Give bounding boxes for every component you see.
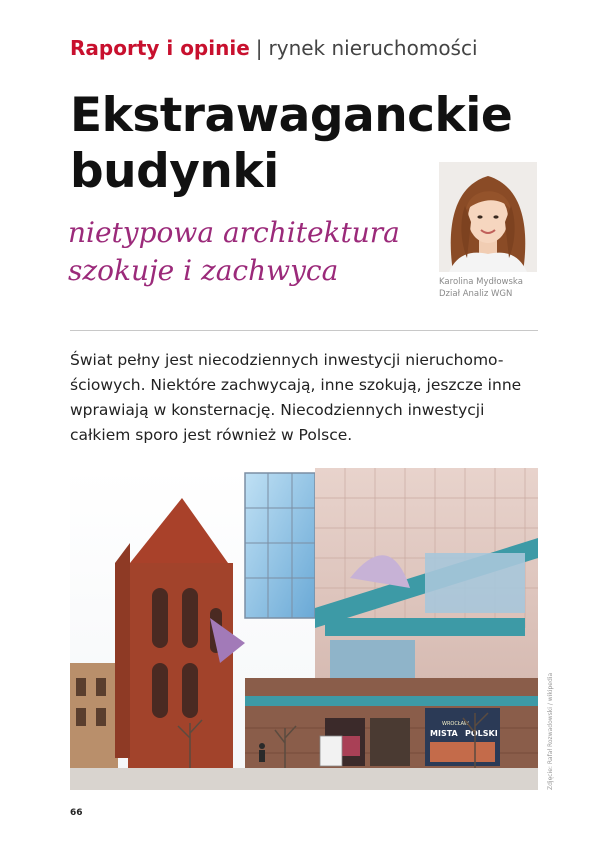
author-name: Karolina Mydłowska (439, 277, 523, 287)
article-subtitle (68, 214, 428, 290)
page-number: 66 (70, 808, 83, 818)
lead-line: ściowych. Niektóre zachwycają, inne szokują, jeszcze inne (70, 376, 522, 394)
section-kicker: Raporty i opinie (70, 36, 250, 60)
section-header (70, 34, 478, 62)
store-sign-city: WROCŁAW (442, 721, 469, 727)
title-line-1: Ekstrawaganckie (70, 88, 513, 143)
title-line-2: budynki (70, 144, 279, 199)
section-topic: rynek nieruchomości (268, 36, 478, 60)
section-separator: | (255, 36, 263, 60)
subtitle-line-1: nietypowa architektura (68, 216, 400, 249)
lead-line: Świat pełny jest niecodziennych inwestycji nieruchomo- (70, 351, 504, 369)
store-sign-mista: MISTA (430, 729, 458, 738)
divider-rule (70, 330, 538, 331)
author-photo (439, 162, 537, 272)
lead-paragraph (70, 348, 540, 448)
store-sign-polski: POLSKI (465, 729, 498, 738)
lead-line: całkiem sporo jest również w Polsce. (70, 426, 353, 444)
lead-line: wprawiają w konsternację. Niecodziennych inwestycji (70, 401, 485, 419)
author-department: Dział Analiz WGN (439, 289, 513, 299)
article-photo (70, 468, 538, 790)
photo-credit: Zdjęcie: Rafał Rozwadowski / wikipedia (547, 672, 554, 790)
subtitle-line-2: szokuje i zachwyca (68, 254, 339, 287)
